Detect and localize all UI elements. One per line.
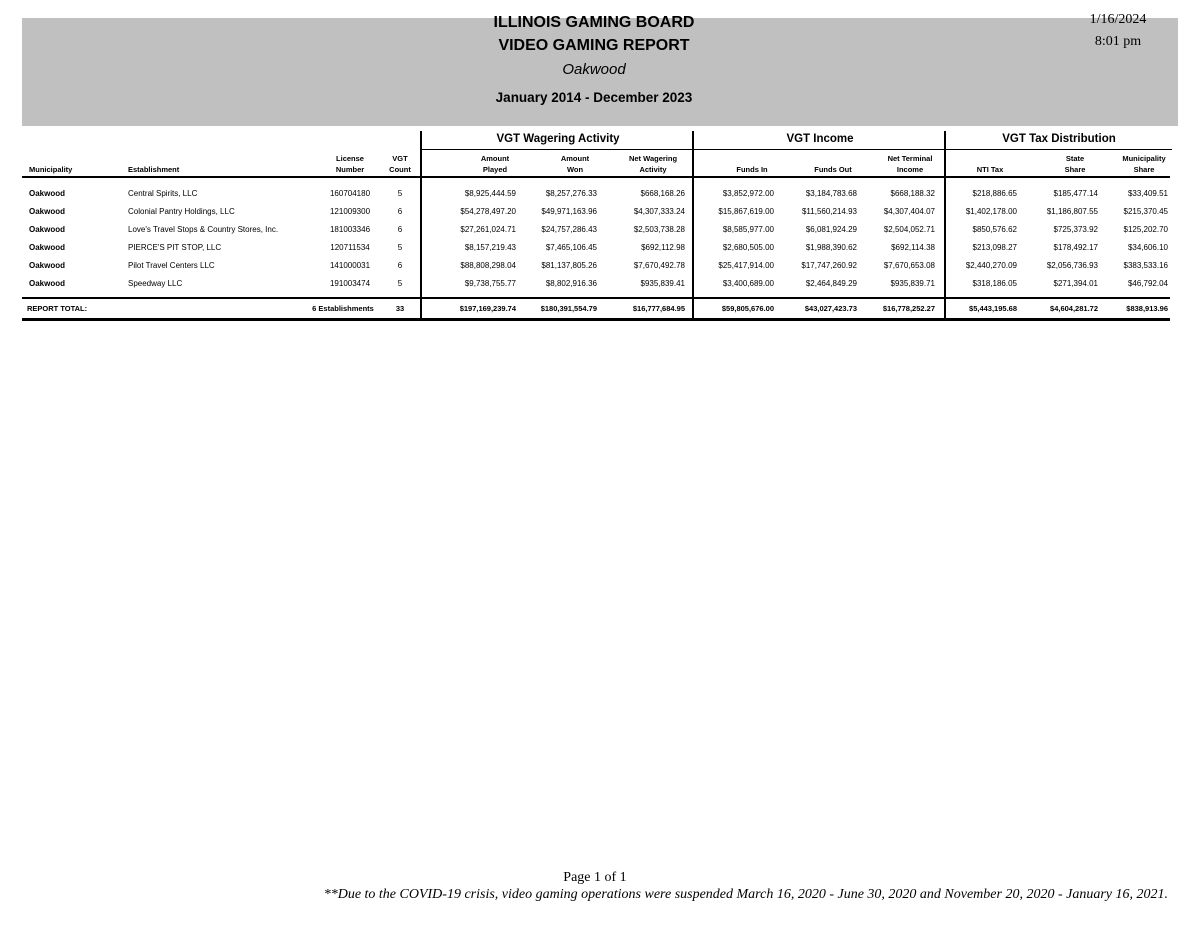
- table-row: Oakwood Pilot Travel Centers LLC 141000031 6 $88,808,298.04 $81,137,805.26 $7,670,492.78 $25,417,914.00 $17,747,260.92 $7,670,653.08 $2,440,270.09 $2,056,736.93 $383,533.16: [29, 261, 1168, 270]
- municipality-title: Oakwood: [562, 61, 626, 78]
- print-time: 8:01 pm: [1094, 34, 1142, 49]
- total-funds-out: $43,027,423.73: [804, 304, 857, 313]
- report-total-row: [0, 300, 1200, 318]
- col-vgt-count: VGT Count: [389, 154, 411, 174]
- total-top-rule: [22, 297, 1170, 299]
- col-funds-out: Funds Out: [814, 165, 852, 174]
- group-vgt-income: VGT Income: [692, 131, 946, 150]
- col-amount-won: Amount Won: [560, 154, 590, 174]
- report-subtitle: VIDEO GAMING REPORT: [498, 37, 690, 54]
- col-net-wagering: Net Wagering Activity: [628, 154, 678, 174]
- total-funds-in: $59,805,676.00: [721, 304, 774, 313]
- col-state-share: State Share: [1064, 154, 1086, 174]
- col-amount-played: Amount Played: [480, 154, 510, 174]
- group-tax-distribution: VGT Tax Distribution: [944, 131, 1172, 150]
- report-title: ILLINOIS GAMING BOARD: [493, 14, 695, 31]
- col-establishment: Establishment: [128, 165, 180, 174]
- col-municipality-share: Municipality Share: [1122, 154, 1166, 174]
- col-net-terminal-income: Net Terminal Income: [887, 154, 933, 174]
- col-license: License Number: [335, 154, 365, 174]
- date-range: January 2014 - December 2023: [495, 90, 693, 105]
- total-net-wagering: $16,777,684.95: [632, 304, 685, 313]
- table-row: Oakwood Central Spirits, LLC 160704180 5 $8,925,444.59 $8,257,276.33 $668,168.26 $3,852,972.00 $3,184,783.68 $668,188.32 $218,886.65 $185,477.14 $33,409.51: [29, 189, 1168, 198]
- group-wagering-activity: VGT Wagering Activity: [420, 131, 694, 150]
- table-row: Oakwood Speedway LLC 191003474 5 $9,738,755.77 $8,802,916.36 $935,839.41 $3,400,689.00 $2,464,849.29 $935,839.71 $318,186.05 $271,394.01 $46,792.04: [29, 279, 1168, 288]
- covid-note: **Due to the COVID-19 crisis, video gaming operations were suspended March 16, 2020 - June 30, 2020 and November 20, 2020 - January 16, 2021.: [323, 887, 1168, 902]
- total-muni-share: $838,913.96: [1126, 304, 1168, 313]
- col-nti-tax: NTI Tax: [976, 165, 1004, 174]
- print-date: 1/16/2024: [1089, 12, 1147, 27]
- page-number: Page 1 of 1: [563, 870, 627, 885]
- table-row: Oakwood Love's Travel Stops & Country Stores, Inc. 181003346 6 $27,261,024.71 $24,757,286.43 $2,503,738.28 $8,585,977.00 $6,081,924.29 $2,504,052.71 $850,576.62 $725,373.92 $125,202.70: [29, 225, 1168, 234]
- total-amount-played: $197,169,239.74: [459, 304, 516, 313]
- total-net-terminal: $16,778,252.27: [882, 304, 935, 313]
- table-row: Oakwood PIERCE'S PIT STOP, LLC 120711534 5 $8,157,219.43 $7,465,106.45 $692,112.98 $2,680,505.00 $1,988,390.62 $692,114.38 $213,098.27 $178,492.17 $34,606.10: [29, 243, 1168, 252]
- total-state-share: $4,604,281.72: [1050, 304, 1098, 313]
- table-row: Oakwood Colonial Pantry Holdings, LLC 121009300 6 $54,278,497.20 $49,971,163.96 $4,307,333.24 $15,867,619.00 $11,560,214.93 $4,307,404.07 $1,402,178.00 $1,186,807.55 $215,370.45: [29, 207, 1168, 216]
- col-funds-in: Funds In: [736, 165, 768, 174]
- col-municipality: Municipality: [29, 165, 73, 174]
- total-amount-won: $180,391,554.79: [540, 304, 597, 313]
- total-vgt-count: 33: [395, 304, 405, 313]
- total-nti-tax: $5,443,195.68: [969, 304, 1017, 313]
- total-bottom-rule: [22, 318, 1170, 321]
- total-establishments: 6 Establishments: [312, 304, 374, 313]
- total-label: REPORT TOTAL:: [27, 304, 88, 313]
- header-rule: [22, 176, 1170, 178]
